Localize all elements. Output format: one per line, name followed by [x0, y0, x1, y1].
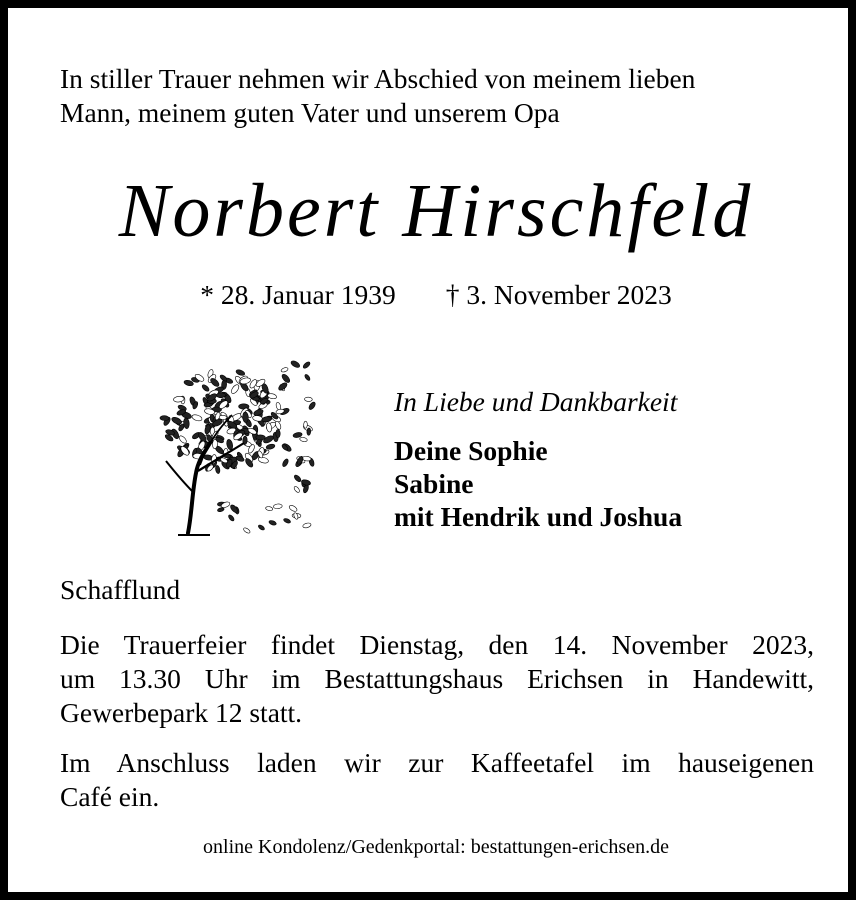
reception-line: Café ein.	[60, 781, 160, 812]
signatory: mit Hendrik und Joshua	[394, 501, 683, 532]
death-date: † 3. November 2023	[445, 279, 672, 310]
deceased-name: Norbert Hirschfeld	[118, 169, 754, 253]
intro-line-1: In stiller Trauer nehmen wir Abschied von meinem lieben	[60, 63, 696, 94]
funeral-line: um 13.30 Uhr im Bestattungshaus Erichsen in Handewitt,	[60, 663, 814, 694]
intro-line-2: Mann, meinem guten Vater und unserem Opa	[60, 97, 560, 128]
signatory: Deine Sophie	[394, 435, 548, 466]
life-dates	[8, 278, 856, 312]
signatory: Sabine	[394, 468, 474, 499]
dedication-block	[394, 385, 834, 533]
birth-date: * 28. Januar 1939	[200, 279, 396, 310]
funeral-line: Gewerbepark 12 statt.	[60, 697, 303, 728]
tree-with-falling-leaves-icon	[148, 343, 318, 543]
dedication-motto: In Liebe und Dankbarkeit	[394, 386, 678, 417]
place-name: Schafflund	[60, 574, 181, 605]
intro-text	[60, 62, 820, 130]
condolence-portal-note: online Kondolenz/Gedenkportal: bestattungen-erichsen.de	[203, 836, 669, 858]
reception-details	[60, 746, 814, 814]
funeral-details	[60, 628, 814, 730]
reception-line: Im Anschluss laden wir zur Kaffeetafel im hauseigenen	[60, 747, 814, 778]
funeral-line: Die Trauerfeier findet Dienstag, den 14. November 2023,	[60, 629, 814, 660]
